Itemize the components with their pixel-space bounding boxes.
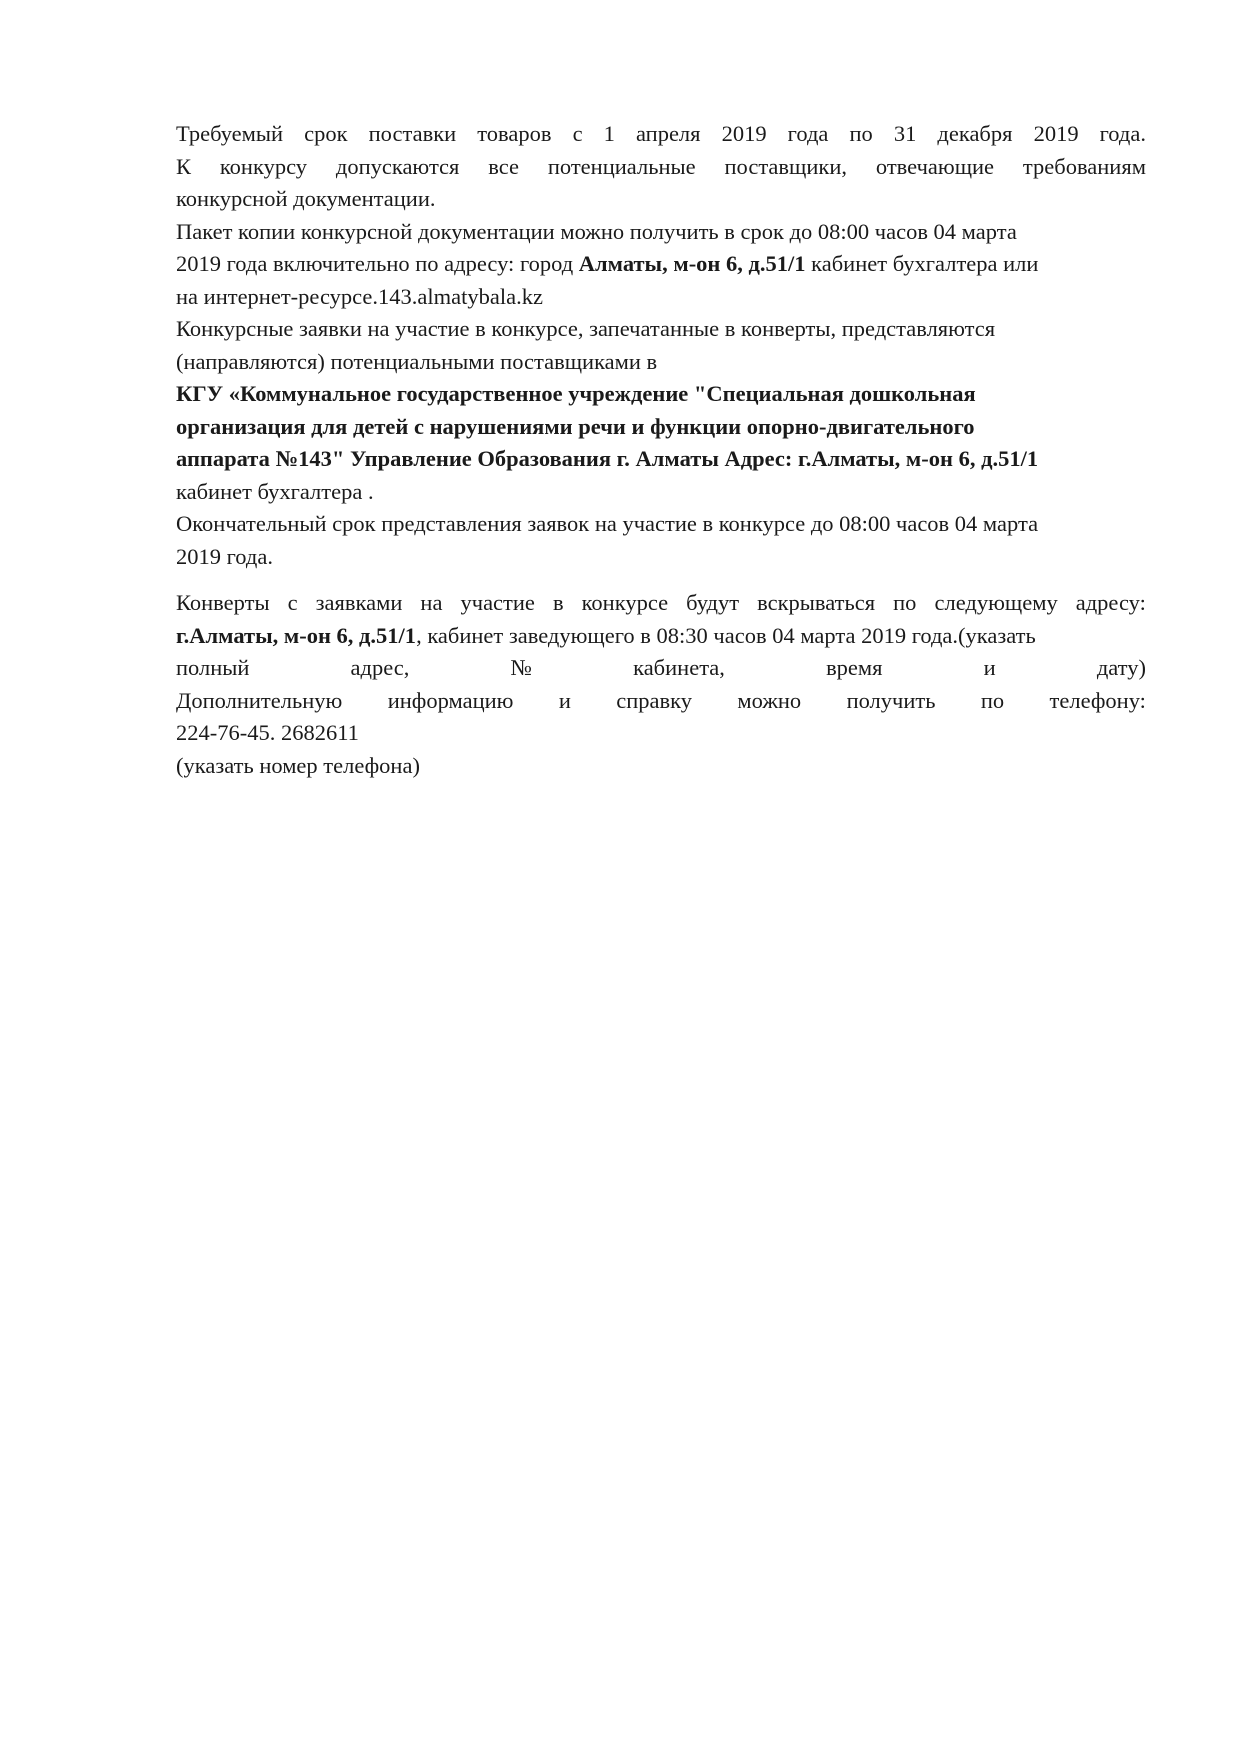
organization-name-line-1: КГУ «Коммунальное государственное учреждение "Специальная дошкольная	[176, 381, 976, 406]
paragraph-gap	[176, 573, 1146, 587]
documentation-line-2: 2019 года включительно по адресу: город Алматы, м-он 6, д.51/1 кабинет бухгалтера или	[176, 251, 1039, 276]
phone-numbers: 224-76-45. 2682611	[176, 720, 359, 745]
delivery-terms-line-3: конкурсной документации.	[176, 186, 436, 211]
submission-line-1: Конкурсные заявки на участие в конкурсе, запечатанные в конверты, представляются	[176, 316, 996, 341]
address-bold: Алматы, м-он 6, д.51/1	[578, 251, 806, 276]
delivery-terms-line-1: Требуемый срок поставки товаров с 1 апреля 2019 года по 31 декабря 2019 года.	[176, 121, 1146, 146]
opening-address-bold: г.Алматы, м-он 6, д.51/1	[176, 622, 417, 648]
organization-name-line-3: аппарата №143" Управление Образования г. Алматы Адрес: г.Алматы, м-он 6, д.51/1	[176, 446, 1039, 471]
document-body	[176, 118, 1146, 782]
documentation-line-1: Пакет копии конкурсной документации можно получить в срок до 08:00 часов 04 марта	[176, 218, 1017, 244]
paragraph-deadline	[176, 508, 1146, 573]
paragraph-documentation-access	[176, 216, 1146, 314]
opening-line-3: полный адрес, № кабинета, время и дату)	[176, 655, 1146, 680]
opening-line-2: г.Алматы, м-он 6, д.51/1, кабинет заведующего в 08:30 часов 04 марта 2019 года.(указать	[176, 622, 1036, 648]
deadline-line-1: Окончательный срок представления заявок на участие в конкурсе до 08:00 часов 04 марта	[176, 511, 1039, 536]
deadline-line-2: 2019 года.	[176, 543, 273, 569]
submission-line-2: (направляются) потенциальными поставщиками в	[176, 348, 658, 374]
paragraph-delivery-terms	[176, 118, 1146, 216]
organization-name-line-2: организация для детей с нарушениями речи и функции опорно-двигательного	[176, 413, 975, 439]
documentation-line-3: на интернет-ресурсе.143.almatybala.kz	[176, 283, 543, 309]
opening-line-1: Конверты с заявками на участие в конкурсе будут вскрываться по следующему адресу:	[176, 590, 1146, 615]
delivery-terms-line-2: К конкурсу допускаются все потенциальные поставщики, отвечающие требованиям	[176, 153, 1146, 179]
paragraph-opening	[176, 587, 1146, 782]
submission-line-3: кабинет бухгалтера .	[176, 478, 374, 504]
opening-line-4: Дополнительную информацию и справку можно получить по телефону:	[176, 687, 1146, 713]
phone-note: (указать номер телефона)	[176, 752, 420, 778]
paragraph-submission-place	[176, 313, 1146, 508]
